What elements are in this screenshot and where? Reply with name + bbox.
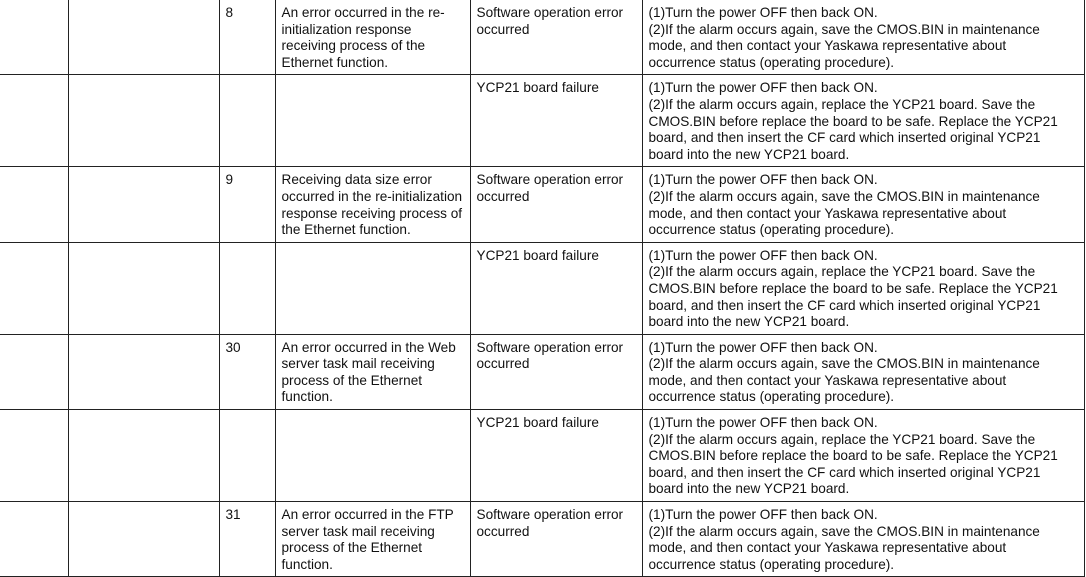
description-cell: An error occurred in the FTP server task mail receiving process of the Ethernet function. (275, 502, 470, 577)
cause-cell: Software operation error occurred (470, 502, 642, 577)
remedy-cell: (1)Turn the power OFF then back ON. (2)If the alarm occurs again, save the CMOS.BIN in maintenance mode, and then contact your Yaskawa representative about occurrence status (operating procedure). (642, 167, 1084, 242)
table-row (0, 75, 1084, 167)
alarm-number-cell (0, 167, 68, 242)
alarm-name-cell (68, 242, 219, 334)
sub-code-cell (219, 75, 275, 167)
cause-cell: Software operation error occurred (470, 0, 642, 75)
description-cell: Receiving data size error occurred in the re-initialization response receiving process of the Ethernet function. (275, 167, 470, 242)
cause-cell: YCP21 board failure (470, 242, 642, 334)
table-row (0, 242, 1084, 334)
description-cell: An error occurred in the re- initialization response receiving process of the Ethernet function. (275, 0, 470, 75)
alarm-name-cell (68, 502, 219, 577)
table-row (0, 167, 1084, 242)
description-cell (275, 242, 470, 334)
cause-cell: Software operation error occurred (470, 334, 642, 409)
table-row (0, 334, 1084, 409)
sub-code-cell: 30 (219, 334, 275, 409)
alarm-number-cell (0, 410, 68, 502)
cause-cell: YCP21 board failure (470, 410, 642, 502)
sub-code-cell (219, 410, 275, 502)
cause-cell: YCP21 board failure (470, 75, 642, 167)
sub-code-cell: 31 (219, 502, 275, 577)
remedy-cell: (1)Turn the power OFF then back ON. (2)If the alarm occurs again, save the CMOS.BIN in maintenance mode, and then contact your Yaskawa representative about occurrence status (operating procedure). (642, 334, 1084, 409)
table-row (0, 502, 1084, 577)
description-cell (275, 410, 470, 502)
cause-cell: Software operation error occurred (470, 167, 642, 242)
remedy-cell: (1)Turn the power OFF then back ON. (2)If the alarm occurs again, replace the YCP21 board. Save the CMOS.BIN before replace the board to be safe. Replace the YCP21 board, and then insert the CF card which inserted original YCP21 board into the new YCP21 board. (642, 75, 1084, 167)
alarm-name-cell (68, 75, 219, 167)
alarm-number-cell (0, 75, 68, 167)
alarm-name-cell (68, 0, 219, 75)
alarm-name-cell (68, 410, 219, 502)
table-row (0, 0, 1084, 75)
alarm-number-cell (0, 334, 68, 409)
description-cell: An error occurred in the Web server task mail receiving process of the Ethernet function. (275, 334, 470, 409)
sub-code-cell: 8 (219, 0, 275, 75)
alarm-number-cell (0, 502, 68, 577)
remedy-cell: (1)Turn the power OFF then back ON. (2)If the alarm occurs again, save the CMOS.BIN in maintenance mode, and then contact your Yaskawa representative about occurrence status (operating procedure). (642, 502, 1084, 577)
description-cell (275, 75, 470, 167)
sub-code-cell: 9 (219, 167, 275, 242)
alarm-name-cell (68, 167, 219, 242)
remedy-cell: (1)Turn the power OFF then back ON. (2)If the alarm occurs again, replace the YCP21 board. Save the CMOS.BIN before replace the board to be safe. Replace the YCP21 board, and then insert the CF card which inserted original YCP21 board into the new YCP21 board. (642, 410, 1084, 502)
remedy-cell: (1)Turn the power OFF then back ON. (2)If the alarm occurs again, replace the YCP21 board. Save the CMOS.BIN before replace the board to be safe. Replace the YCP21 board, and then insert the CF card which inserted original YCP21 board into the new YCP21 board. (642, 242, 1084, 334)
remedy-cell: (1)Turn the power OFF then back ON. (2)If the alarm occurs again, save the CMOS.BIN in maintenance mode, and then contact your Yaskawa representative about occurrence status (operating procedure). (642, 0, 1084, 75)
table-row (0, 410, 1084, 502)
alarm-number-cell (0, 0, 68, 75)
sub-code-cell (219, 242, 275, 334)
alarm-number-cell (0, 242, 68, 334)
alarm-name-cell (68, 334, 219, 409)
